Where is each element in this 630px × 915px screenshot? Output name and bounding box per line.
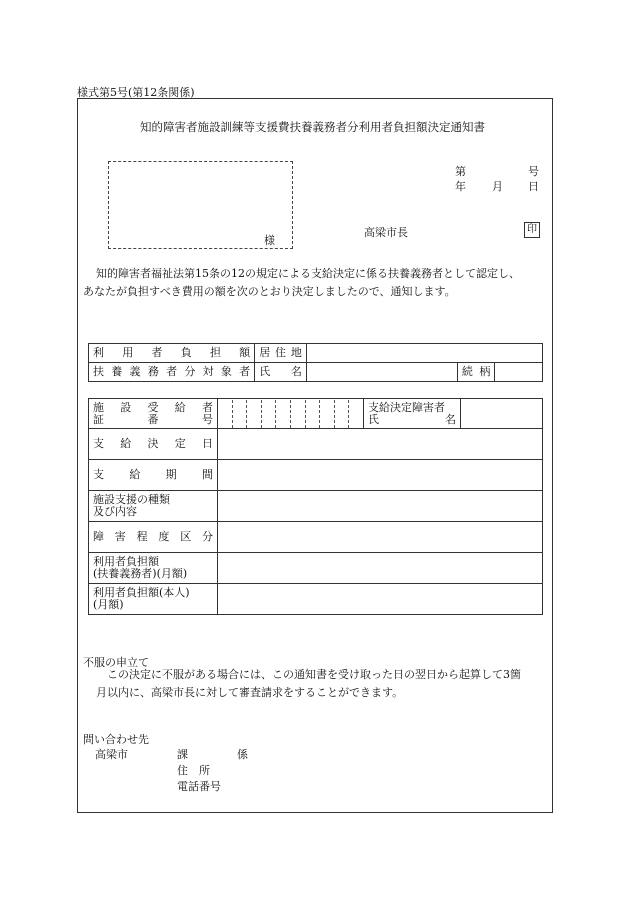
contact-address: 住 所 — [177, 764, 210, 777]
label-disability-level: 障害程度区分 — [89, 522, 218, 553]
body-line-1: 知的障害者福祉法第15条の12の規定による支給決定に係る扶養義務者として認定し、 — [96, 267, 520, 280]
objection-line-1: この決定に不服がある場合には、この通知書を受け取った日の翌日から起算して3箇 — [107, 668, 521, 681]
label-decision-date: 支給決定日 — [89, 429, 218, 460]
date-month: 月 — [492, 180, 503, 193]
value-address — [306, 344, 542, 363]
doc-number-go: 号 — [528, 165, 539, 178]
value-support-type — [218, 491, 543, 522]
contact-section: 係 — [237, 748, 248, 761]
value-decision-date — [218, 429, 543, 460]
addressee-suffix: 様 — [264, 234, 275, 247]
label-address: 居住地 — [255, 344, 307, 363]
value-relation — [495, 363, 543, 382]
label-period: 支給期間 — [89, 460, 218, 491]
beneficiary-table — [88, 343, 543, 382]
value-period — [218, 460, 543, 491]
document-title: 知的障害者施設訓練等支援費扶養義務者分利用者負担額決定通知書 — [140, 120, 485, 134]
value-dependent-burden — [218, 553, 543, 584]
facility-cert-line1: 施設受給者 — [93, 400, 213, 414]
label-name: 氏名 — [255, 363, 307, 382]
date-year: 年 — [455, 180, 466, 193]
label-support-type: 施設支援の種類 及び内容 — [89, 491, 218, 522]
issuer-name: 高梁市長 — [364, 226, 408, 239]
label-dependent-burden: 利用者負担額 (扶養義務者)(月額) — [89, 553, 218, 584]
value-decided-person — [461, 399, 543, 429]
contact-phone: 電話番号 — [177, 780, 221, 793]
contact-department: 課 — [177, 748, 188, 761]
objection-line-2: 月以内に、高梁市長に対して審査請求をすることができます。 — [96, 686, 404, 699]
cert-number-boxes — [218, 399, 364, 429]
seal-mark: 印 — [524, 222, 540, 238]
contact-city: 高梁市 — [95, 748, 128, 761]
facility-cert-line2: 証番号 — [93, 412, 213, 426]
decided-person-line2: 氏名 — [368, 412, 456, 426]
contact-title: 問い合わせ先 — [83, 733, 149, 746]
label-facility-cert — [89, 399, 218, 429]
decided-person-line1: 支給決定障害者 — [368, 400, 445, 414]
objection-title: 不服の申立て — [83, 656, 149, 669]
body-line-2: あなたが負担すべき費用の額を次のとおり決定しましたので、通知します。 — [83, 285, 456, 298]
value-name — [306, 363, 457, 382]
label-relation: 続柄 — [457, 363, 494, 382]
date-day: 日 — [528, 180, 539, 193]
label-dependent: 扶養義務者分対象者 — [89, 363, 255, 382]
label-burden: 利用者負担額 — [89, 344, 255, 363]
doc-number-dai: 第 — [455, 165, 466, 178]
label-decided-person — [364, 399, 461, 429]
label-self-burden: 利用者負担額(本人) (月額) — [89, 584, 218, 615]
value-self-burden — [218, 584, 543, 615]
value-disability-level — [218, 522, 543, 553]
decision-table — [88, 398, 543, 615]
form-number-label: 様式第5号(第12条関係) — [77, 86, 195, 99]
